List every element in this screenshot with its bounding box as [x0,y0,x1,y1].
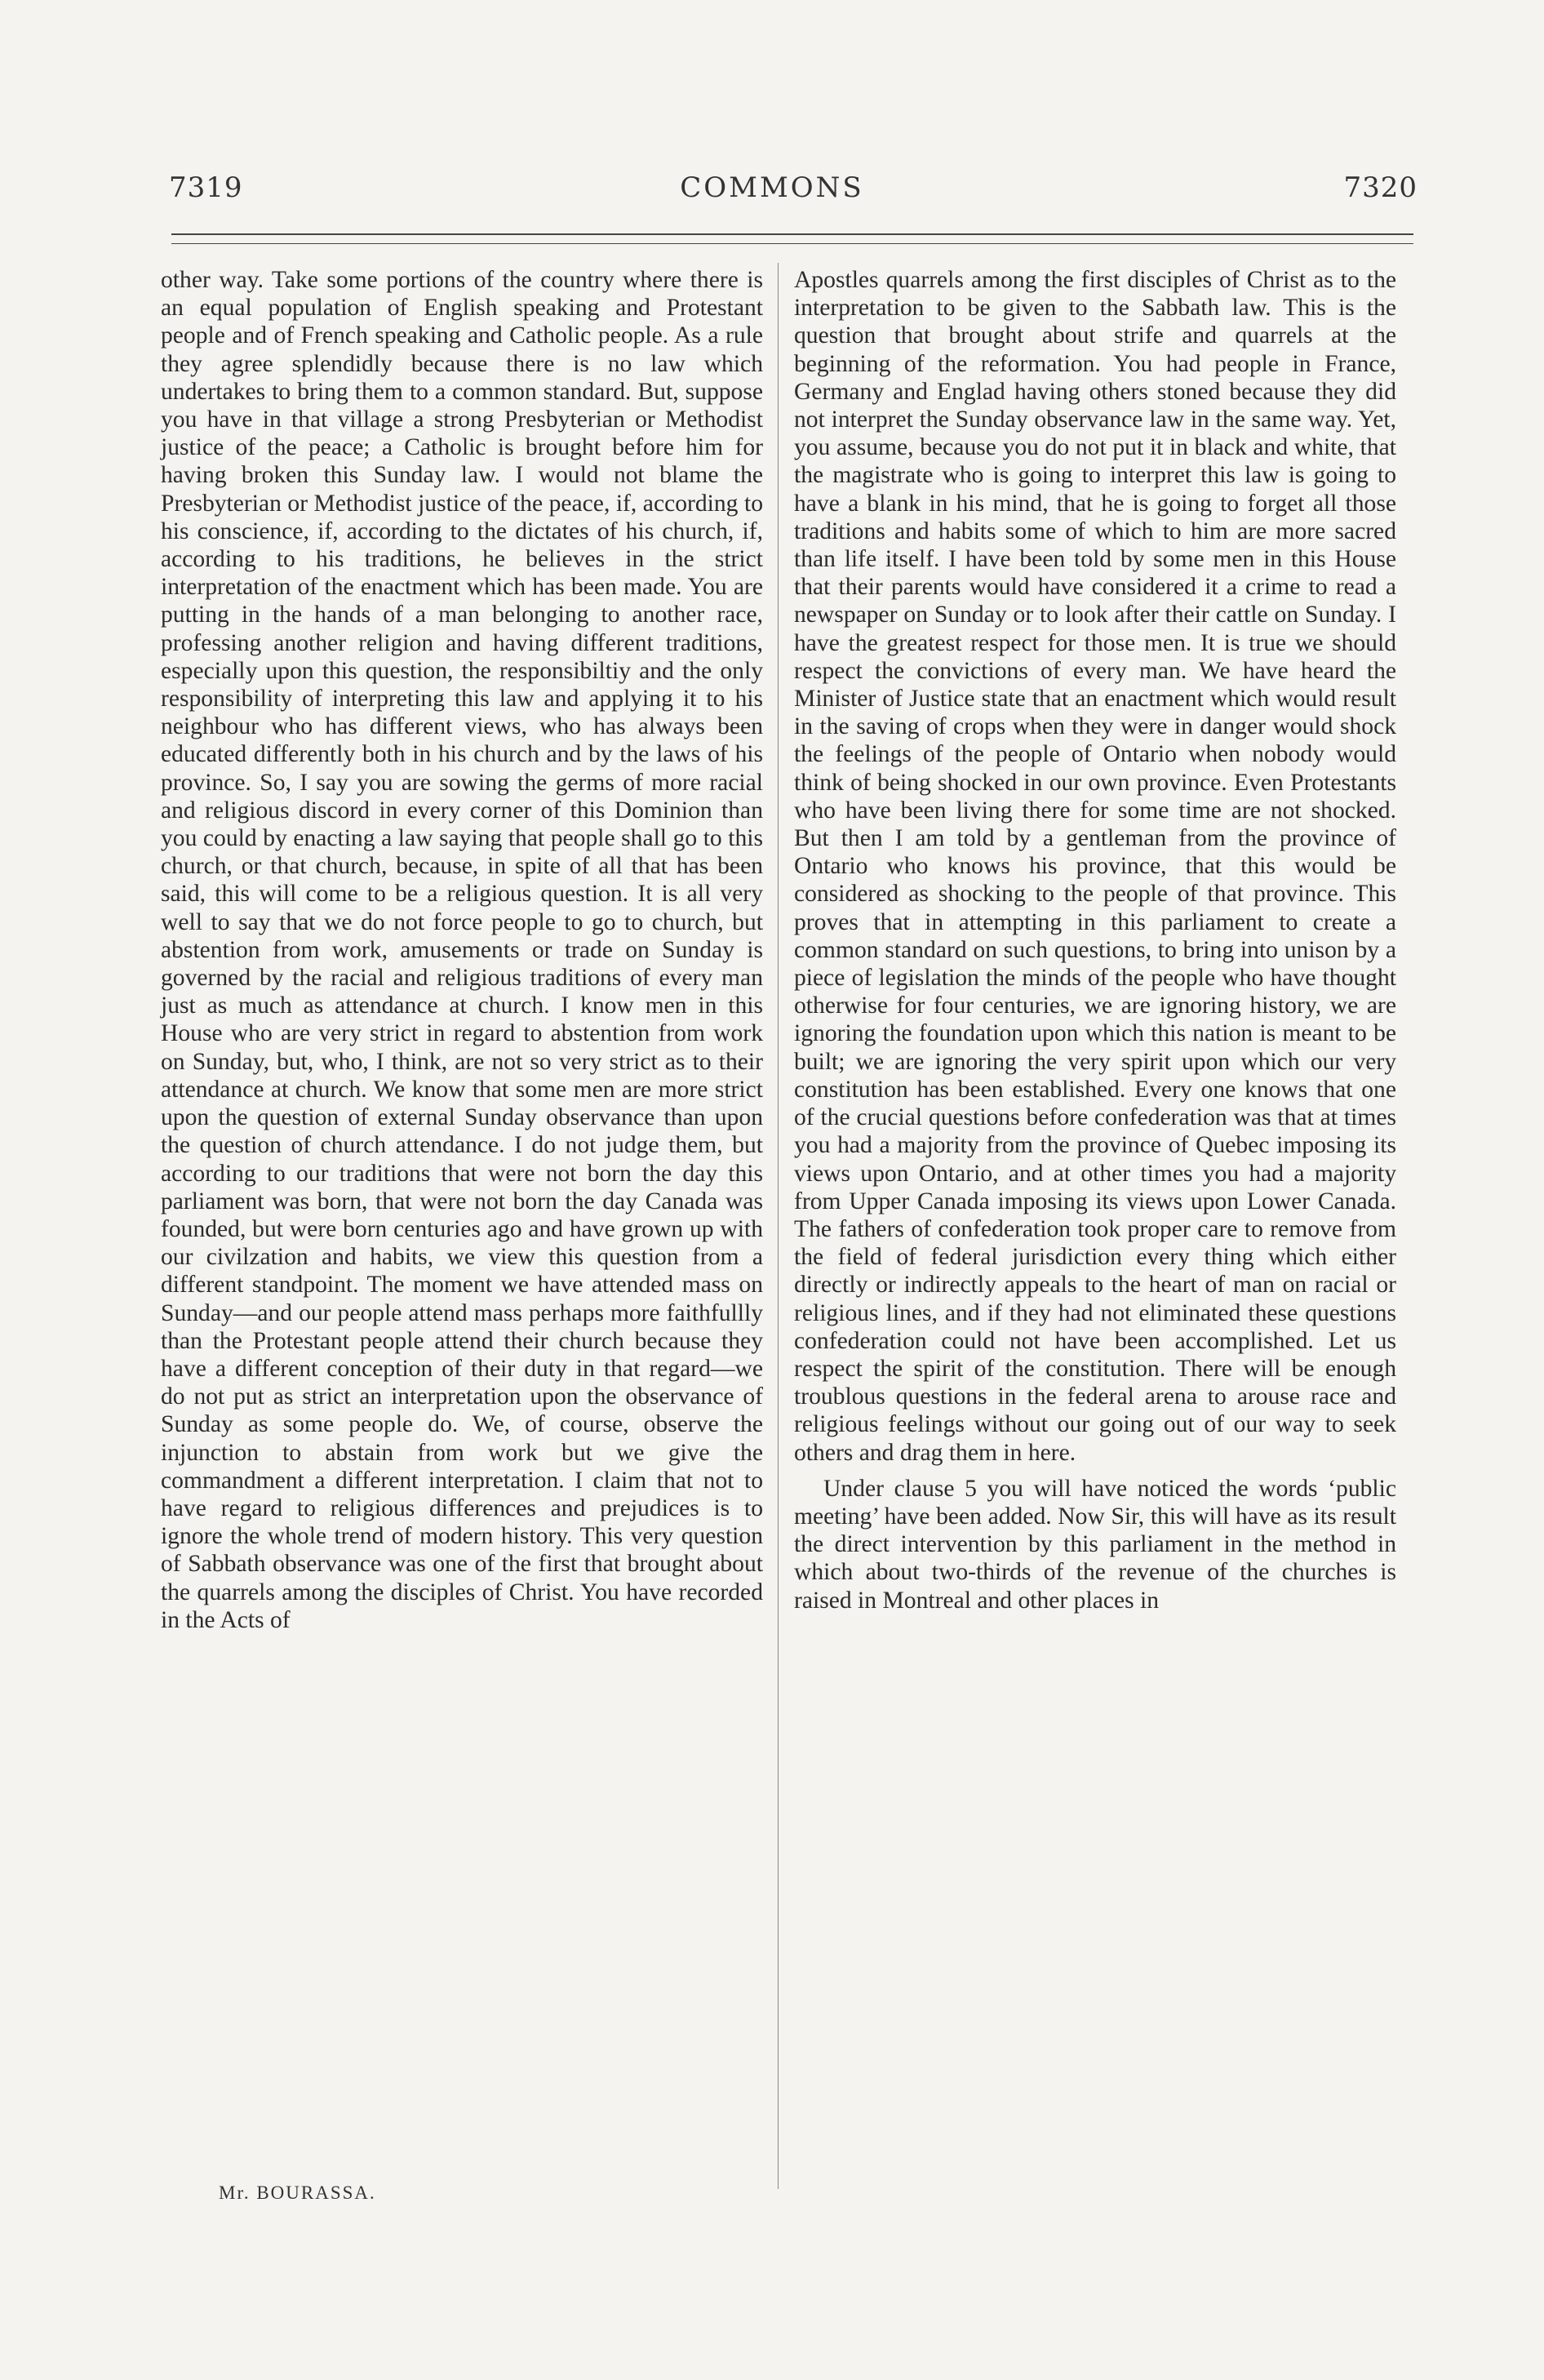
left-column [161,266,763,1634]
right-column-paragraph: Under clause 5 you will have noticed the words ‘public meeting’ have been added. Now Sir, this will have as its result the direct intervention by this parliament in the method in which about two-thirds of the revenue of the churches is raised in Montreal and other places in [794,1475,1396,1614]
left-column-paragraph: other way. Take some portions of the country where there is an equal population of English speaking and Protestant people and of French speaking and Catholic people. As a rule they agree splendidly because there is no law which undertakes to bring them to a common standard. But, suppose you have in that village a strong Presbyterian or Methodist justice of the peace; a Catholic is brought before him for having broken this Sunday law. I would not blame the Presbyterian or Methodist justice of the peace, if, according to his conscience, if, according to the dictates of his church, if, according to his traditions, he believes in the strict interpretation of the enactment which has been made. You are putting in the hands of a man belonging to another race, professing another religion and having different traditions, especially upon this question, the responsibiltiy and the only responsibility of interpreting this law and applying it to his neighbour who has different views, who has always been educated differently both in his church and by the laws of his province. So, I say you are sowing the germs of more racial and religious discord in every corner of this Dominion than you could by enacting a law saying that people shall go to this church, or that church, because, in spite of all that has been said, this will come to be a religious question. It is all very well to say that we do not force people to go to church, but abstention from work, amusements or trade on Sunday is governed by the racial and religious traditions of every man just as much as attendance at church. I know men in this House who are very strict in regard to abstention from work on Sunday, but, who, I think, are not so very strict as to their attendance at church. We know that some men are more strict upon the question of external Sunday observance than upon the question of church attendance. I do not judge them, but according to our traditions that were not born the day this parliament was born, that were not born the day Canada was founded, but were born centuries ago and have grown up with our civilzation and habits, we view this question from a different standpoint. The moment we have attended mass on Sunday—and our people attend mass perhaps more faithfullly than the Protestant people attend their church because they have a different conception of their duty in that regard—we do not put as strict an interpretation upon the observance of Sunday as some people do. We, of course, observe the injunction to abstain from work but we give the commandment a different interpretation. I claim that not to have regard to religious differences and prejudices is to ignore the whole trend of modern history. This very question of Sabbath observance was one of the first that brought about the quarrels among the disciples of Christ. You have recorded in the Acts of [161,267,763,1633]
header-rule-thick [171,233,1413,235]
page-header-title: COMMONS [680,171,864,204]
right-column [794,266,1396,1614]
speaker-name-footer: Mr. BOURASSA. [219,2182,376,2203]
right-column-paragraph: Apostles quarrels among the first disciples of Christ as to the interpretation to be given to the Sabbath law. This is the question that brought about strife and quarrels at the beginning of the reformation. You had people in France, Germany and Englad having others stoned because they did not interpret the Sunday observance law in the same way. Yet, you assume, because you do not put it in black and white, that the magistrate who is going to interpret this law is going to have a blank in his mind, that he is going to forget all those traditions and habits some of which to him are more sacred than life itself. I have been told by some men in this House that their parents would have considered it a crime to read a newspaper on Sunday or to look after their cattle on Sunday. I have the greatest respect for those men. It is true we should respect the convictions of every man. We have heard the Minister of Justice state that an enactment which would result in the saving of crops when they were in danger would shock the feelings of the people of Ontario when nobody would think of being shocked in our own province. Even Protestants who have been living there for some time are not shocked. But then I am told by a gentleman from the province of Ontario who knows his province, that this would be considered as shocking to the people of that province. This proves that in attempting in this parliament to create a common standard on such questions, to bring into unison by a piece of legislation the minds of the people who have thought otherwise for four centuries, we are ignoring history, we are ignoring the foundation upon which this nation is meant to be built; we are ignoring the very spirit upon which our very constitution has been established. Every one knows that one of the crucial questions before confederation was that at times you had a majority from the province of Quebec imposing its views upon Ontario, and at other times you had a majority from Upper Canada imposing its views upon Lower Canada. The fathers of confederation took proper care to remove from the field of federal jurisdiction every thing which either directly or indirectly appeals to the heart of man on racial or religious lines, and if they had not eliminated these questions confederation could not have been accomplished. Let us respect the spirit of the constitution. There will be enough troublous questions in the federal arena to arouse race and religious feelings without our going out of our way to seek others and drag them in here. [794,267,1396,1466]
header-rule-thin [171,243,1413,244]
page-number-left: 7319 [169,171,243,204]
page-number-right: 7320 [1343,171,1418,204]
column-divider [778,263,779,2189]
